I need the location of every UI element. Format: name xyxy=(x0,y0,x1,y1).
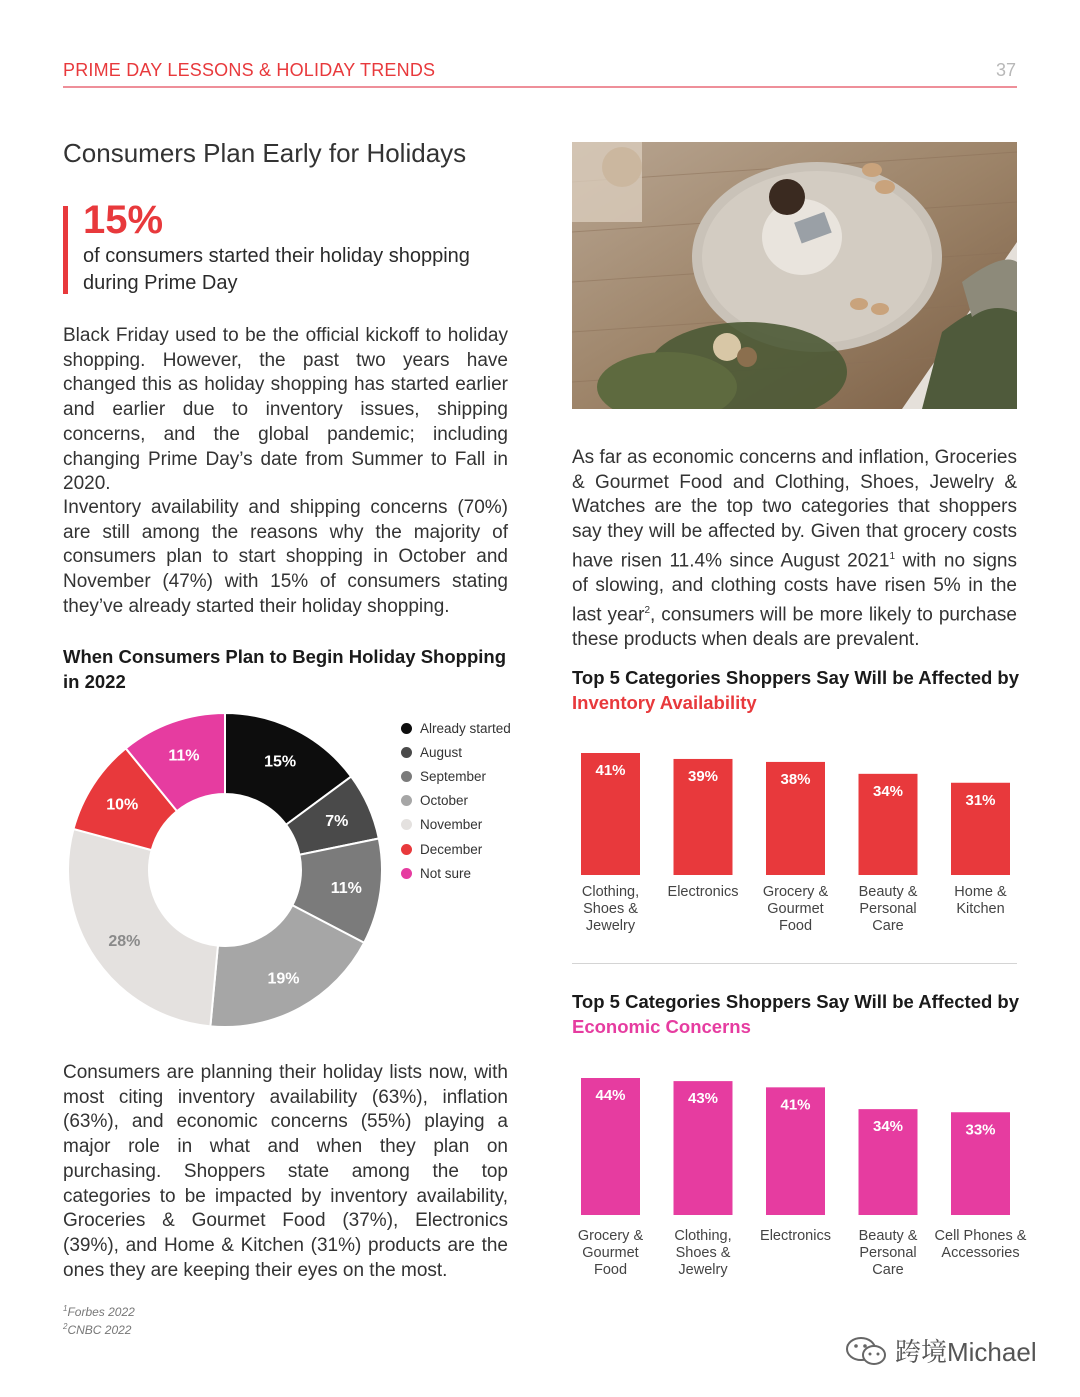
legend-swatch xyxy=(401,747,412,758)
section-divider xyxy=(572,963,1017,964)
donut-label-october: 19% xyxy=(267,970,300,988)
footnote-1 xyxy=(63,1304,135,1319)
legend-swatch xyxy=(401,844,412,855)
paragraph-4-part-a: As far as economic concerns and inflation, Groceries & Gourmet Food and Clothing, Shoes, Jewelry & Watches are the top two categories that shoppers say they will be affected by. Given that grocery costs have risen 11.4% since August 2021 xyxy=(572,447,1017,572)
bar-category-label-clothing: Clothing, Shoes & Jewelry xyxy=(581,884,640,934)
donut-chart-title: When Consumers Plan to Begin Holiday Shopping in 2022 xyxy=(63,646,506,692)
body-paragraph-1: Black Friday used to be the official kickoff to holiday shopping. However, the past two years have changed this as holiday shopping has started earlier and earlier due to inventory issues, shipping concerns, and the global pandemic; including changing Prime Day’s date from Summer to Fall in 2020. xyxy=(63,325,508,495)
bar-value-label-clothing: 43% xyxy=(687,1090,719,1108)
bar-category-label-electronics: Electronics xyxy=(667,884,739,900)
bar-chart-1-category-labels xyxy=(572,884,1032,944)
body-paragraph-3: Consumers are planning their holiday lists now, with most citing inventory availability (63%), inflation (63%), and economic concerns (55%) playing a major role in what and when they plan on purchasing. Shoppers state among the top categories to be impacted by inventory availability, Groceries & Gourmet Food (37%), Electronics (39%), and Home & Kitchen (31%) products are the ones they are keeping their eyes on the most. xyxy=(63,1062,508,1281)
bar-chart-1-title xyxy=(572,665,1022,715)
bar-category-label-cell-phones: Cell Phones & Accessories xyxy=(934,1228,1027,1261)
footnote-ref-2: 2 xyxy=(644,604,651,616)
legend-label: November xyxy=(420,817,483,833)
watermark xyxy=(845,1332,1037,1369)
page-title: Consumers Plan Early for Holidays xyxy=(63,138,467,168)
lifestyle-photo xyxy=(572,142,1017,409)
donut-chart xyxy=(60,705,390,1035)
watermark-text: 跨境Michael xyxy=(895,1337,1037,1367)
chat-bubble-icon xyxy=(845,1334,889,1368)
donut-label-already-started: 15% xyxy=(264,753,297,771)
footnote-2 xyxy=(63,1322,131,1337)
bar-chart-2-title xyxy=(572,989,1022,1039)
donut-label-december: 10% xyxy=(106,796,139,814)
bar-category-label-clothing: Clothing, Shoes & Jewelry xyxy=(674,1228,732,1278)
paragraph-4-part-c: , consumers will be more likely to purchase these products when deals are prevalent. xyxy=(572,603,1017,650)
photo-illustration xyxy=(572,142,1017,409)
bar-value-label-electronics: 41% xyxy=(780,1096,811,1114)
legend-item-december xyxy=(401,837,511,861)
footnote-1-number: 1 xyxy=(63,1304,68,1313)
bar-chart-2-title-highlight: Economic Concerns xyxy=(572,1016,751,1037)
bar-value-label-beauty: 34% xyxy=(872,782,904,800)
donut-label-november: 28% xyxy=(108,932,141,950)
body-paragraph-2: Inventory availability and shipping concerns (70%) are still among the reasons why the majority of consumers plan to start shopping in October and November (47%) with 15% of consumers stating they’ve already started their holiday shopping. xyxy=(63,497,508,617)
legend-label: Not sure xyxy=(420,865,472,881)
paragraph-4-part-b: with no signs of slowing, and clothing costs have risen 5% in the last year xyxy=(572,550,1017,625)
callout-value: 15% xyxy=(83,198,164,242)
bar-value-label-home: 31% xyxy=(965,791,996,809)
bar-category-label-home: Home & Kitchen xyxy=(954,884,1007,917)
bar-chart-2-title-prefix: Top 5 Categories Shoppers Say Will be Affected by xyxy=(572,991,1020,1012)
legend-label: Already started xyxy=(420,720,511,736)
bar-chart-1-title-prefix: Top 5 Categories Shoppers Say Will be Affected by xyxy=(572,667,1020,688)
bar-value-label-clothing: 41% xyxy=(595,762,626,779)
donut-slice-november xyxy=(68,829,218,1026)
bar-value-label-beauty: 34% xyxy=(872,1118,904,1136)
footnote-1-text: Forbes 2022 xyxy=(67,1305,135,1319)
bar-value-label-cell-phones: 33% xyxy=(965,1121,996,1139)
bar-chart-2-category-labels xyxy=(572,1228,1032,1288)
legend-swatch xyxy=(401,795,412,806)
legend-label: December xyxy=(420,841,483,857)
bar-category-label-grocery: Grocery & Gourmet Food xyxy=(577,1228,644,1278)
footnote-ref-1: 1 xyxy=(889,550,895,562)
bar-value-label-grocery: 44% xyxy=(595,1087,626,1104)
donut-label-september: 11% xyxy=(330,880,362,898)
bar-category-label-beauty: Beauty & Personal Care xyxy=(858,884,918,934)
legend-swatch xyxy=(401,868,412,879)
legend-item-already-started xyxy=(401,716,511,740)
section-header-title: PRIME DAY LESSONS & HOLIDAY TRENDS xyxy=(63,60,436,80)
legend-label: September xyxy=(420,768,487,784)
footnote-2-number: 2 xyxy=(63,1322,68,1331)
legend-item-october xyxy=(401,789,511,813)
donut-legend xyxy=(401,716,511,885)
legend-item-november xyxy=(401,813,511,837)
bar-chart-1 xyxy=(572,745,1032,880)
body-paragraph-4 xyxy=(572,446,1017,652)
page-number: 37 xyxy=(995,60,1016,80)
bar-category-label-electronics: Electronics xyxy=(760,1228,831,1244)
bar-category-label-grocery: Grocery & Gourmet Food xyxy=(762,884,829,934)
bar-category-label-beauty: Beauty & Personal Care xyxy=(858,1228,918,1278)
legend-swatch xyxy=(401,723,412,734)
donut-label-august: 7% xyxy=(325,813,349,831)
footnote-2-text: CNBC 2022 xyxy=(67,1323,132,1337)
bar-value-label-electronics: 39% xyxy=(687,767,719,785)
legend-item-august xyxy=(401,740,511,764)
header-divider xyxy=(63,86,1017,88)
callout-accent-bar xyxy=(63,206,68,294)
legend-item-not-sure xyxy=(401,861,511,885)
legend-item-september xyxy=(401,764,511,788)
bar-chart-1-title-highlight: Inventory Availability xyxy=(572,692,757,713)
bar-value-label-grocery: 38% xyxy=(780,770,811,788)
legend-swatch xyxy=(401,819,412,830)
callout-text: of consumers started their holiday shopping during Prime Day xyxy=(83,245,470,294)
bar-chart-2 xyxy=(572,1070,1032,1218)
legend-label: August xyxy=(420,744,463,760)
legend-swatch xyxy=(401,771,412,782)
legend-label: October xyxy=(420,793,469,809)
donut-label-not-sure: 11% xyxy=(168,747,200,765)
